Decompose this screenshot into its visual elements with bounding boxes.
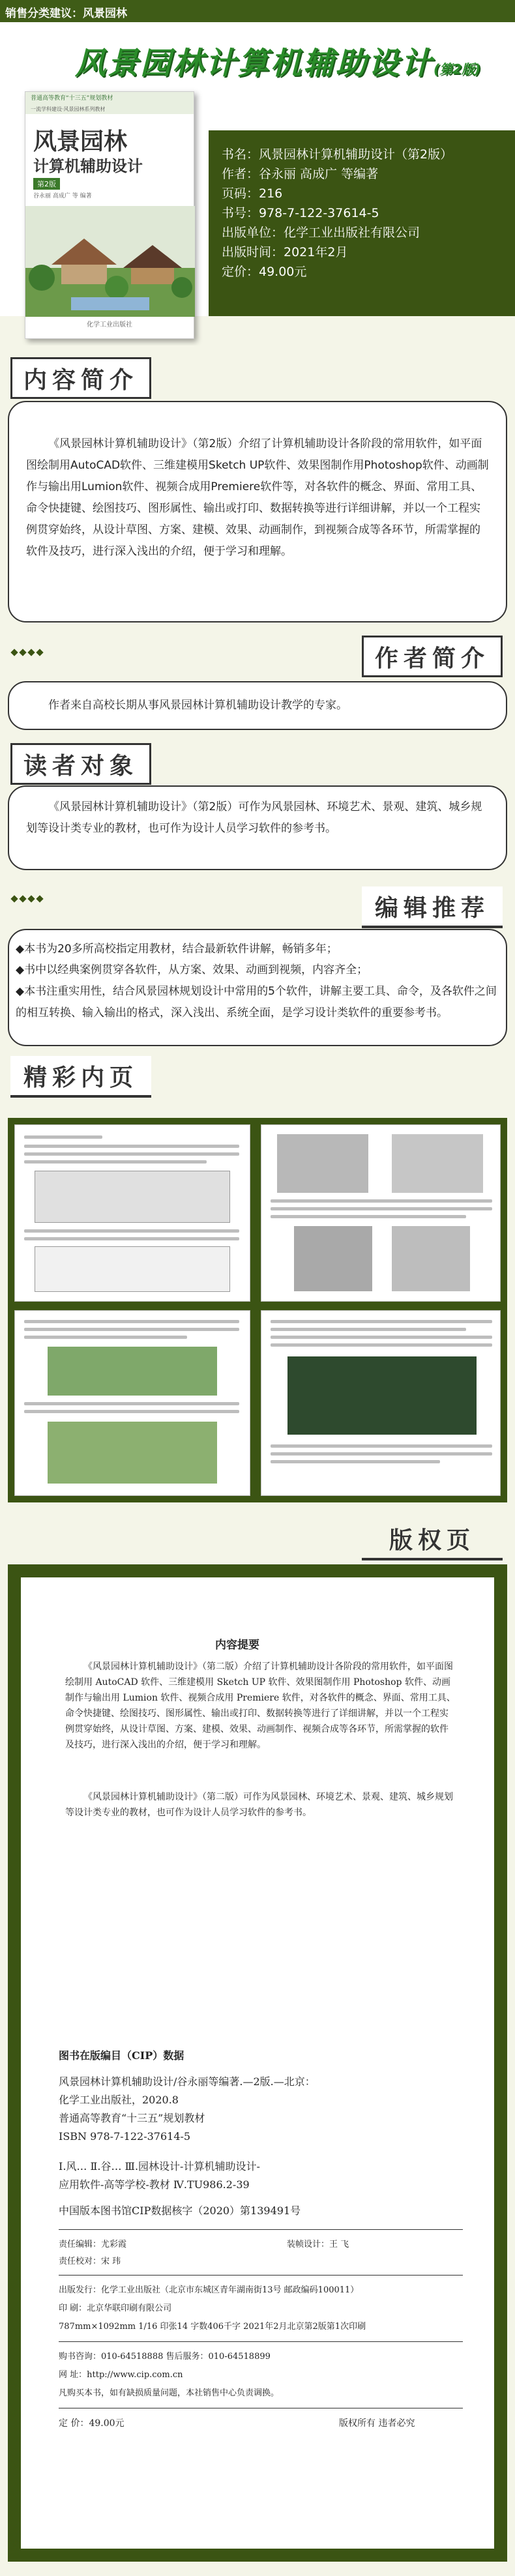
recommend-deco-dots — [12, 892, 46, 904]
cover-title2: 计算机辅助设计 — [33, 157, 143, 175]
cp-website: 网 址：http://www.cip.com.cn — [59, 2370, 183, 2380]
samples-heading: 精彩内页 — [10, 1056, 151, 1098]
cover-authors: 谷永丽 高成广 等 编著 — [33, 193, 92, 199]
cover-title1: 风景园林 — [33, 128, 128, 155]
cp-spec: 787mm×1092mm 1/16 印张14 字数406千字 2021年2月北京第2版第1次印刷 — [59, 2322, 366, 2332]
sample-page-2 — [261, 1124, 501, 1302]
info-isbn: 书号：978-7-122-37614-5 — [222, 206, 379, 220]
cp-publish: 出版发行：化学工业出版社（北京市东城区青年湖南街13号 邮政编码100011） — [59, 2285, 359, 2295]
cp-cip-line-5: Ⅰ.风… Ⅱ.谷… Ⅲ.园林设计-计算机辅助设计- — [59, 2160, 260, 2173]
cp-cip-line-2: 化学工业出版社，2020.8 — [59, 2094, 179, 2106]
book-title-banner — [75, 39, 499, 83]
sample-page-3 — [14, 1310, 250, 1496]
cover-series-line2: 一流学科建设·风景园林系列教材 — [31, 106, 106, 112]
recommend-item-1: ◆本书为20多所高校指定用教材，结合最新软件讲解，畅销多年； — [16, 943, 338, 956]
cp-summary-1: 《风景园林计算机辅助设计》（第二版）介绍了计算机辅助设计各阶段的常用软件，如平面图绘制用 AutoCAD 软件、三维建模用 Sketch UP 软件、效果图制作用 Photoshop 软件、动画制作与输出用 Lumion 软件、视频合成用 Premiere 软件，对各软件的概念、界面、常用工具、命令快捷键、绘图技巧、图形属性、输出或打印、数据转换等进行了详细讲解，并以一个工程实例贯穿始终，从设计草图、方案、建模、效果、动画制作、视频合成等各环节，所需掌握的软件及技巧，进行深入浅出的介绍，便于学习和理解。 — [65, 1661, 456, 1750]
author-text: 作者来自高校长期从事风景园林计算机辅助设计教学的专家。 — [48, 699, 347, 712]
cp-cip-line-1: 风景园林计算机辅助设计/谷永丽等编著.—2版.—北京： — [59, 2075, 316, 2088]
cp-summary-title: 内容提要 — [215, 1639, 259, 1652]
copyright-heading: 版权页 — [362, 1519, 503, 1560]
cp-proofreader: 责任校对：宋 玮 — [59, 2257, 121, 2266]
recommend-heading: 编辑推荐 — [362, 886, 503, 928]
cp-rights: 版权所有 违者必究 — [339, 2418, 415, 2429]
cover-edition-badge: 第2版 — [33, 178, 60, 190]
cp-print: 印 刷：北京华联印刷有限公司 — [59, 2304, 172, 2313]
cover-publisher: 化学工业出版社 — [87, 321, 132, 329]
cover-series-line1: 普通高等教育“十三五”规划教材 — [31, 95, 113, 102]
info-pages: 页码：216 — [222, 186, 283, 201]
cp-cover-design: 装帧设计：王 飞 — [287, 2240, 349, 2249]
book-title-edition: (第2版) — [434, 61, 481, 77]
recommend-item-3: ◆本书注重实用性，结合风景园林规划设计中常用的5个软件，讲解主要工具、命令，及各软件之间的相互转换、输入输出的格式，深入浅出、系统全面，是学习设计类软件的重要参考书。 — [16, 985, 497, 1019]
author-heading: 作者简介 — [362, 636, 503, 677]
info-author: 作者：谷永丽 高成广 等编著 — [222, 167, 379, 181]
cp-cip-line-7: 中国版本图书馆CIP数据核字（2020）第139491号 — [59, 2204, 301, 2217]
sales-category-tag: 销售分类建议：风景园林 — [5, 7, 127, 20]
cover-garden-illustration — [25, 206, 195, 317]
cp-cip-line-4: ISBN 978-7-122-37614-5 — [59, 2130, 191, 2143]
cp-divider-2 — [59, 2275, 463, 2276]
cp-service: 购书咨询：010-64518888 售后服务：010-64518899 — [59, 2352, 271, 2362]
intro-text: 《风景园林计算机辅助设计》（第2版）介绍了计算机辅助设计各阶段的常用软件，如平面图绘制用AutoCAD软件、三维建模用Sketch UP软件、效果图制作用Photoshop软件、动画制作与输出用Lumion软件、视频合成用Premiere软件等，对各软件的概念、界面、常用工具、命令快捷键、绘图技巧、图形属性、输出或打印、数据转换等进行详细讲解，并以一个工程实例贯穿始终，从设计草图、方案、建模、效果、动画制作，到视频合成等各环节，所需掌握的软件及技巧，进行深入浅出的介绍，便于学习和理解。 — [26, 437, 489, 558]
author-deco-dots — [12, 645, 46, 658]
info-title: 书名：风景园林计算机辅助设计（第2版） — [222, 147, 453, 162]
reader-heading: 读者对象 — [10, 743, 151, 785]
info-price: 定价：49.00元 — [222, 265, 307, 279]
book-cover — [25, 91, 194, 339]
cp-cip-line-3: 普通高等教育“十三五”规划教材 — [59, 2112, 205, 2124]
cp-divider-3 — [59, 2341, 463, 2342]
intro-heading: 内容简介 — [10, 357, 151, 399]
book-title-main: 风景园林计算机辅助设计 — [75, 46, 434, 81]
sample-page-4 — [261, 1310, 501, 1496]
cp-editor: 责任编辑：尤彩霞 — [59, 2240, 127, 2249]
info-pub-date: 出版时间：2021年2月 — [222, 245, 348, 259]
cp-summary-2: 《风景园林计算机辅助设计》（第二版）可作为风景园林、环境艺术、景观、建筑、城乡规划等设计类专业的教材，也可作为设计人员学习软件的参考书。 — [65, 1792, 453, 1818]
info-publisher: 出版单位：化学工业出版社有限公司 — [222, 226, 420, 240]
cp-notice: 凡购买本书，如有缺损质量问题，本社销售中心负责调换。 — [59, 2388, 280, 2398]
cp-cip-title: 图书在版编目（CIP）数据 — [59, 2049, 184, 2062]
reader-text: 《风景园林计算机辅助设计》（第2版）可作为风景园林、环境艺术、景观、建筑、城乡规划等设计类专业的教材，也可作为设计人员学习软件的参考书。 — [26, 800, 482, 835]
sample-page-1 — [14, 1124, 250, 1302]
cp-cip-line-6: 应用软件-高等学校-教材 Ⅳ.TU986.2-39 — [59, 2178, 250, 2191]
cp-price: 定 价：49.00元 — [59, 2418, 125, 2429]
cover-series-band — [25, 92, 194, 114]
cp-divider-1 — [59, 2229, 463, 2230]
recommend-item-2: ◆书中以经典案例贯穿各软件，从方案、效果、动画到视频，内容齐全； — [16, 963, 368, 976]
